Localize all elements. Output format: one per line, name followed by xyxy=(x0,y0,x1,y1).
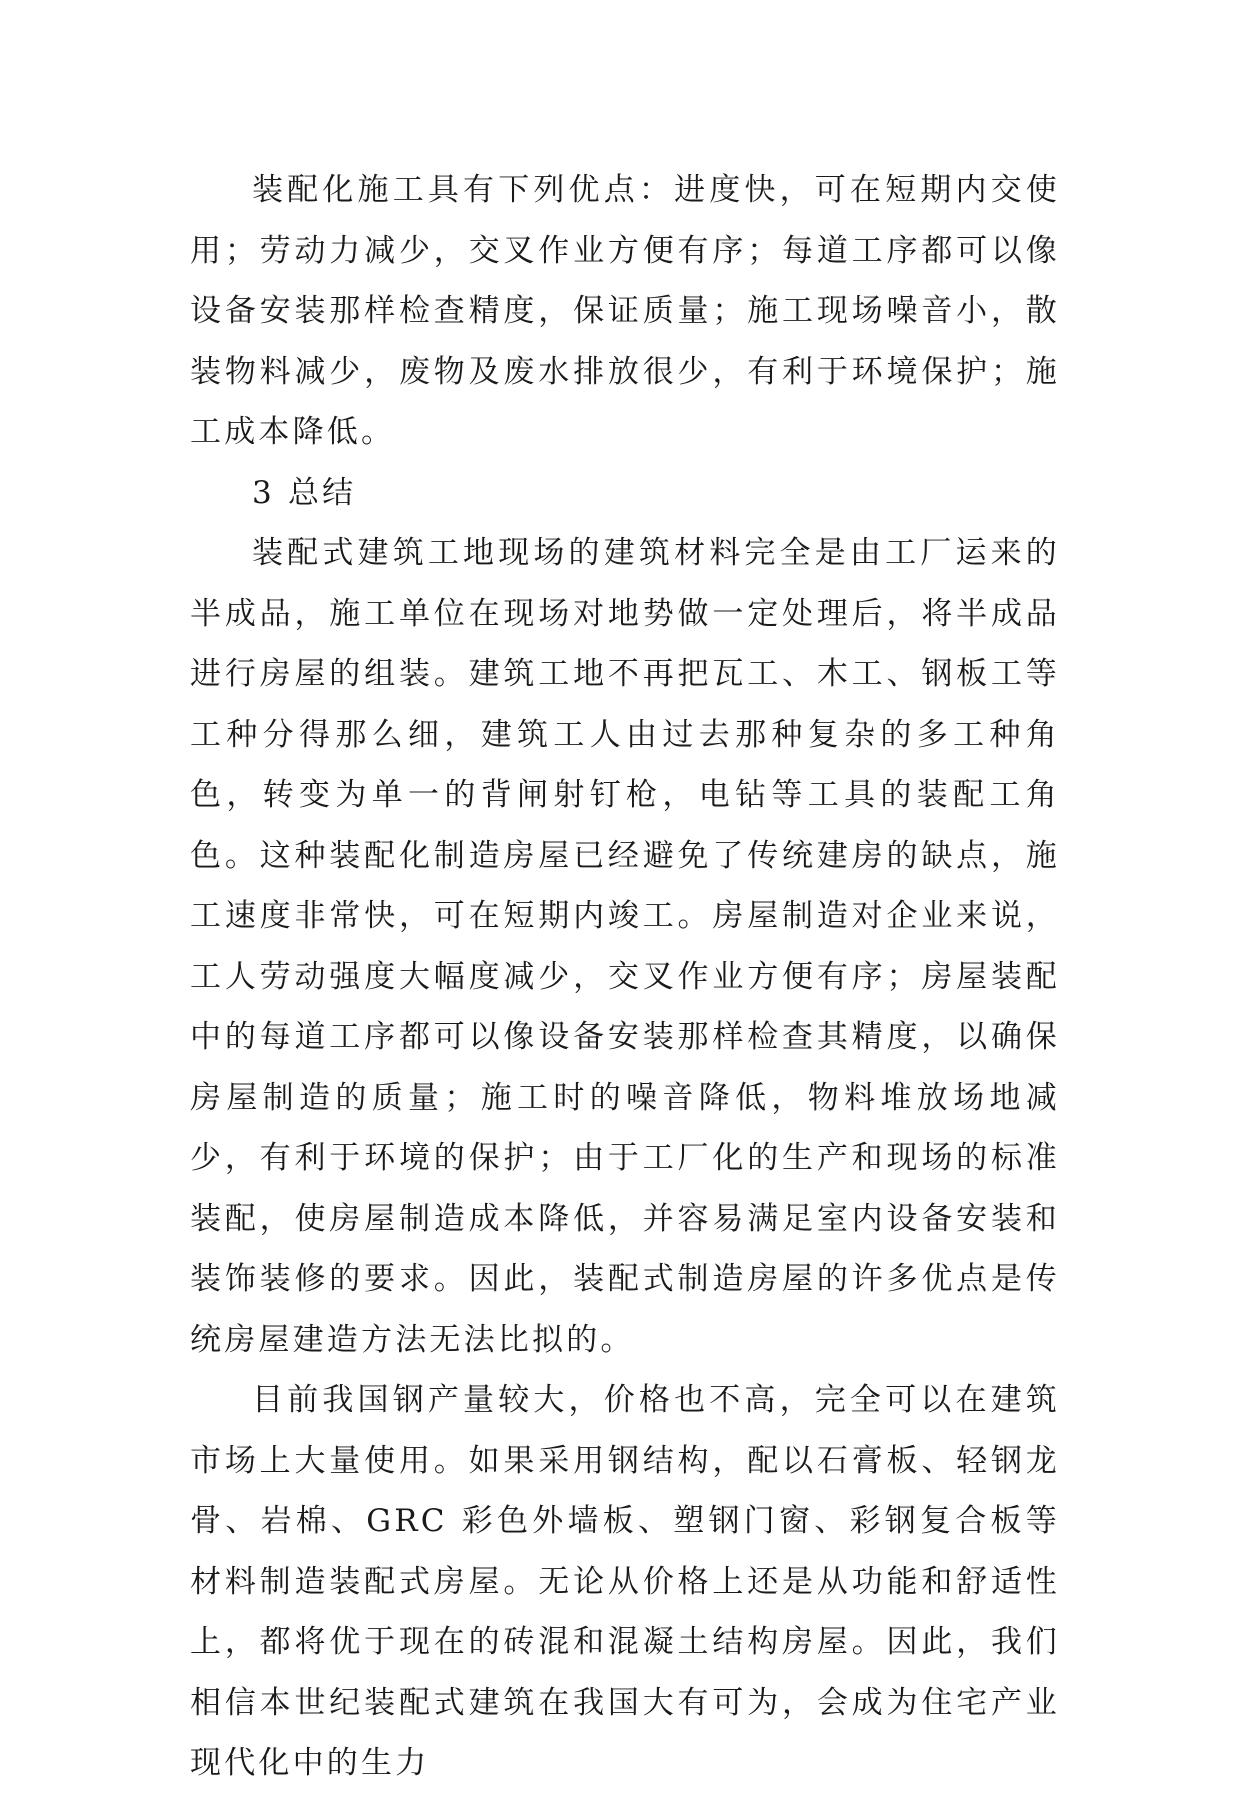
section-heading-summary: 3 总结 xyxy=(252,474,357,511)
paragraph-steel-structure: 目前我国钢产量较大，价格也不高，完全可以在建筑市场上大量使用。如果采用钢结构，配以石膏板、轻钢龙骨、岩棉、GRC 彩色外墙板、塑钢门窗、彩钢复合板等材料制造装配式房屋。无论从价格上还是从功能和舒适性上，都将优于现在的砖混和混凝土结构房屋。因此，我们相信本世纪装配式建筑在我国大有可为，会成为住宅产业现代化中的生力 xyxy=(190,1382,1060,1781)
document-body xyxy=(190,160,1060,1794)
paragraph-advantages: 装配化施工具有下列优点：进度快，可在短期内交使用；劳动力减少，交叉作业方便有序；每道工序都可以像设备安装那样检查精度，保证质量；施工现场噪音小，散装物料减少，废物及废水排放很少，有利于环境保护；施工成本降低。 xyxy=(190,172,1060,450)
paragraph-summary-prefab: 装配式建筑工地现场的建筑材料完全是由工厂运来的半成品，施工单位在现场对地势做一定处理后，将半成品进行房屋的组装。建筑工地不再把瓦工、木工、钢板工等工种分得那么细，建筑工人由过去那种复杂的多工种角色，转变为单一的背闸射钉枪，电钻等工具的装配工角色。这种装配化制造房屋已经避免了传统建房的缺点，施工速度非常快，可在短期内竣工。房屋制造对企业来说，工人劳动强度大幅度减少，交叉作业方便有序；房屋装配中的每道工序都可以像设备安装那样检查其精度，以确保房屋制造的质量；施工时的噪音降低，物料堆放场地减少，有利于环境的保护；由于工厂化的生产和现场的标准装配，使房屋制造成本降低，并容易满足室内设备安装和装饰装修的要求。因此，装配式制造房屋的许多优点是传统房屋建造方法无法比拟的。 xyxy=(190,535,1060,1358)
